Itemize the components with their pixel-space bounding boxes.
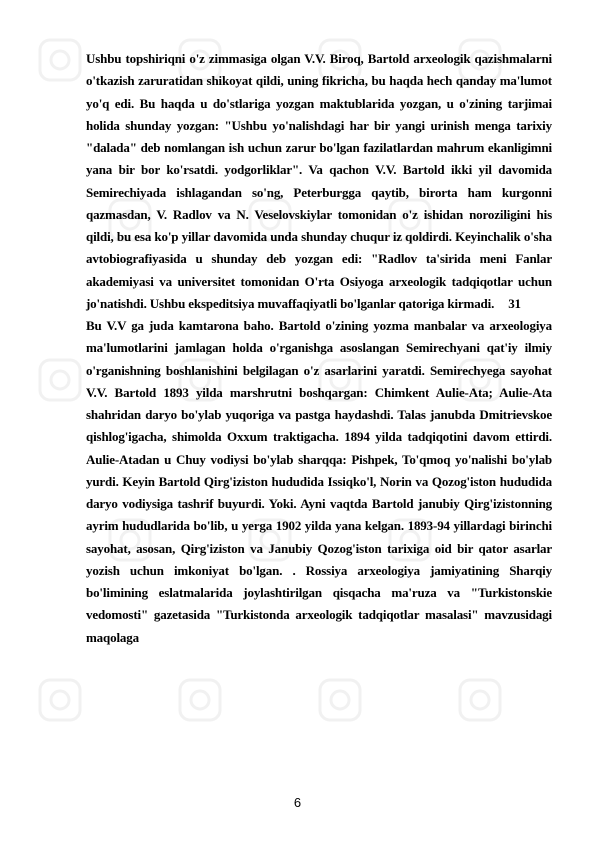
watermark-logo <box>460 680 500 720</box>
paragraph-1-text: Ushbu topshiriqni o'z zimmasiga olgan V.V. Biroq, Bartold arxeologik qazishmalarni o'tkazish zaruratidan shikoyat qildi, uning fikricha, bu haqda hech qanday ma'lumot yo'q edi. Bu haqda u do'stlariga yozgan maktublarida yozgan, u o'zining tarjimai holida shunday yozgan: "Ushbu yo'nalishdagi har bir yangi urinish menga tarixiy "dalada" deb nomlangan ish uchun zarur bo'lgan fazilatlardan mahrum ekanligimni yana bir bor ko'rsatdi. yodgorliklar". Va qachon V.V. Bartold ikki yil davomida Semirechiyada ishlagandan so'ng, Peterburgga qaytib, birorta ham kurgonni qazmasdan, V. Radlov va N. Veselovskiylar tomonidan o'z ishidan noroziligini his qildi, bu esa ko'p yillar davomida unda shunday chuqur iz qoldirdi. Keyinchalik o'sha avtobiografiyasida u shunday deb yozgan edi: "Radlov ta'sirida meni Fanlar akademiyasi va universitet tomonidan O'rta Osiyoga arxeologik tadqiqotlar uchun jo'natishdi. Ushbu ekspeditsiya muvaffaqiyatli bo'lganlar qatoriga kirmadi. <box>86 51 552 311</box>
watermark-logo <box>320 680 360 720</box>
paragraph-2-text: Bu V.V ga juda kamtarona baho. Bartold o'zining yozma manbalar va arxeologiya ma'lumotlarini jamlagan holda o'rganishga asoslangan Semirechyani qat'iy ilmiy o'rganishning boshlanishini belgilagan o'z asarlarini yaratdi. Semirechyega sayohat V.V. Bartold 1893 yilda marshrutni boshqargan: Chimkent Aulie-Ata; Aulie-Ata shahridan daryo bo'ylab yuqoriga va pastga haydashdi. Talas janubda Dmitrievskoe qishlog'igacha, shimolda Oxxum traktigacha. 1894 yilda tadqiqotini davom ettirdi. Aulie-Atadan u Chuy vodiysi bo'ylab sharqqa: Pishpek, To'qmoq yo'nalishi bo'ylab yurdi. Keyin Bartold Qirg'iziston hududida Issiqko'l, Norin va Qozog'iston hududida daryo vodiysiga tashrif buyurdi. Yoki. Ayni vaqtda Bartold janubiy Qirg'izistonning ayrim hududlarida bo'lib, u yerga 1902 yilda yana kelgan. 1893-94 yillardagi birinchi sayohat, asosan, Qirg'iziston va Janubiy Qozog'iston tarixiga oid bir qator asarlar yozish uchun imkoniyat bo'lgan. . Rossiya arxeologiya jamiyatining Sharqiy bo'limining eslatmalarida joylashtirilgan qisqacha ma'ruza va "Turkistonskie vedomosti" gazetasida "Turkistonda arxeologik tadqiqotlar masalasi" mavzusidagi maqolaga <box>86 318 552 645</box>
paragraph-2 <box>86 315 552 649</box>
footnote-reference: 31 <box>508 295 521 311</box>
watermark-logo <box>40 40 80 80</box>
watermark-logo <box>40 680 80 720</box>
watermark-logo <box>40 360 80 400</box>
paragraph-1 <box>86 48 552 315</box>
watermark-logo <box>180 680 220 720</box>
document-body <box>86 48 552 649</box>
page-number: 6 <box>293 795 302 810</box>
